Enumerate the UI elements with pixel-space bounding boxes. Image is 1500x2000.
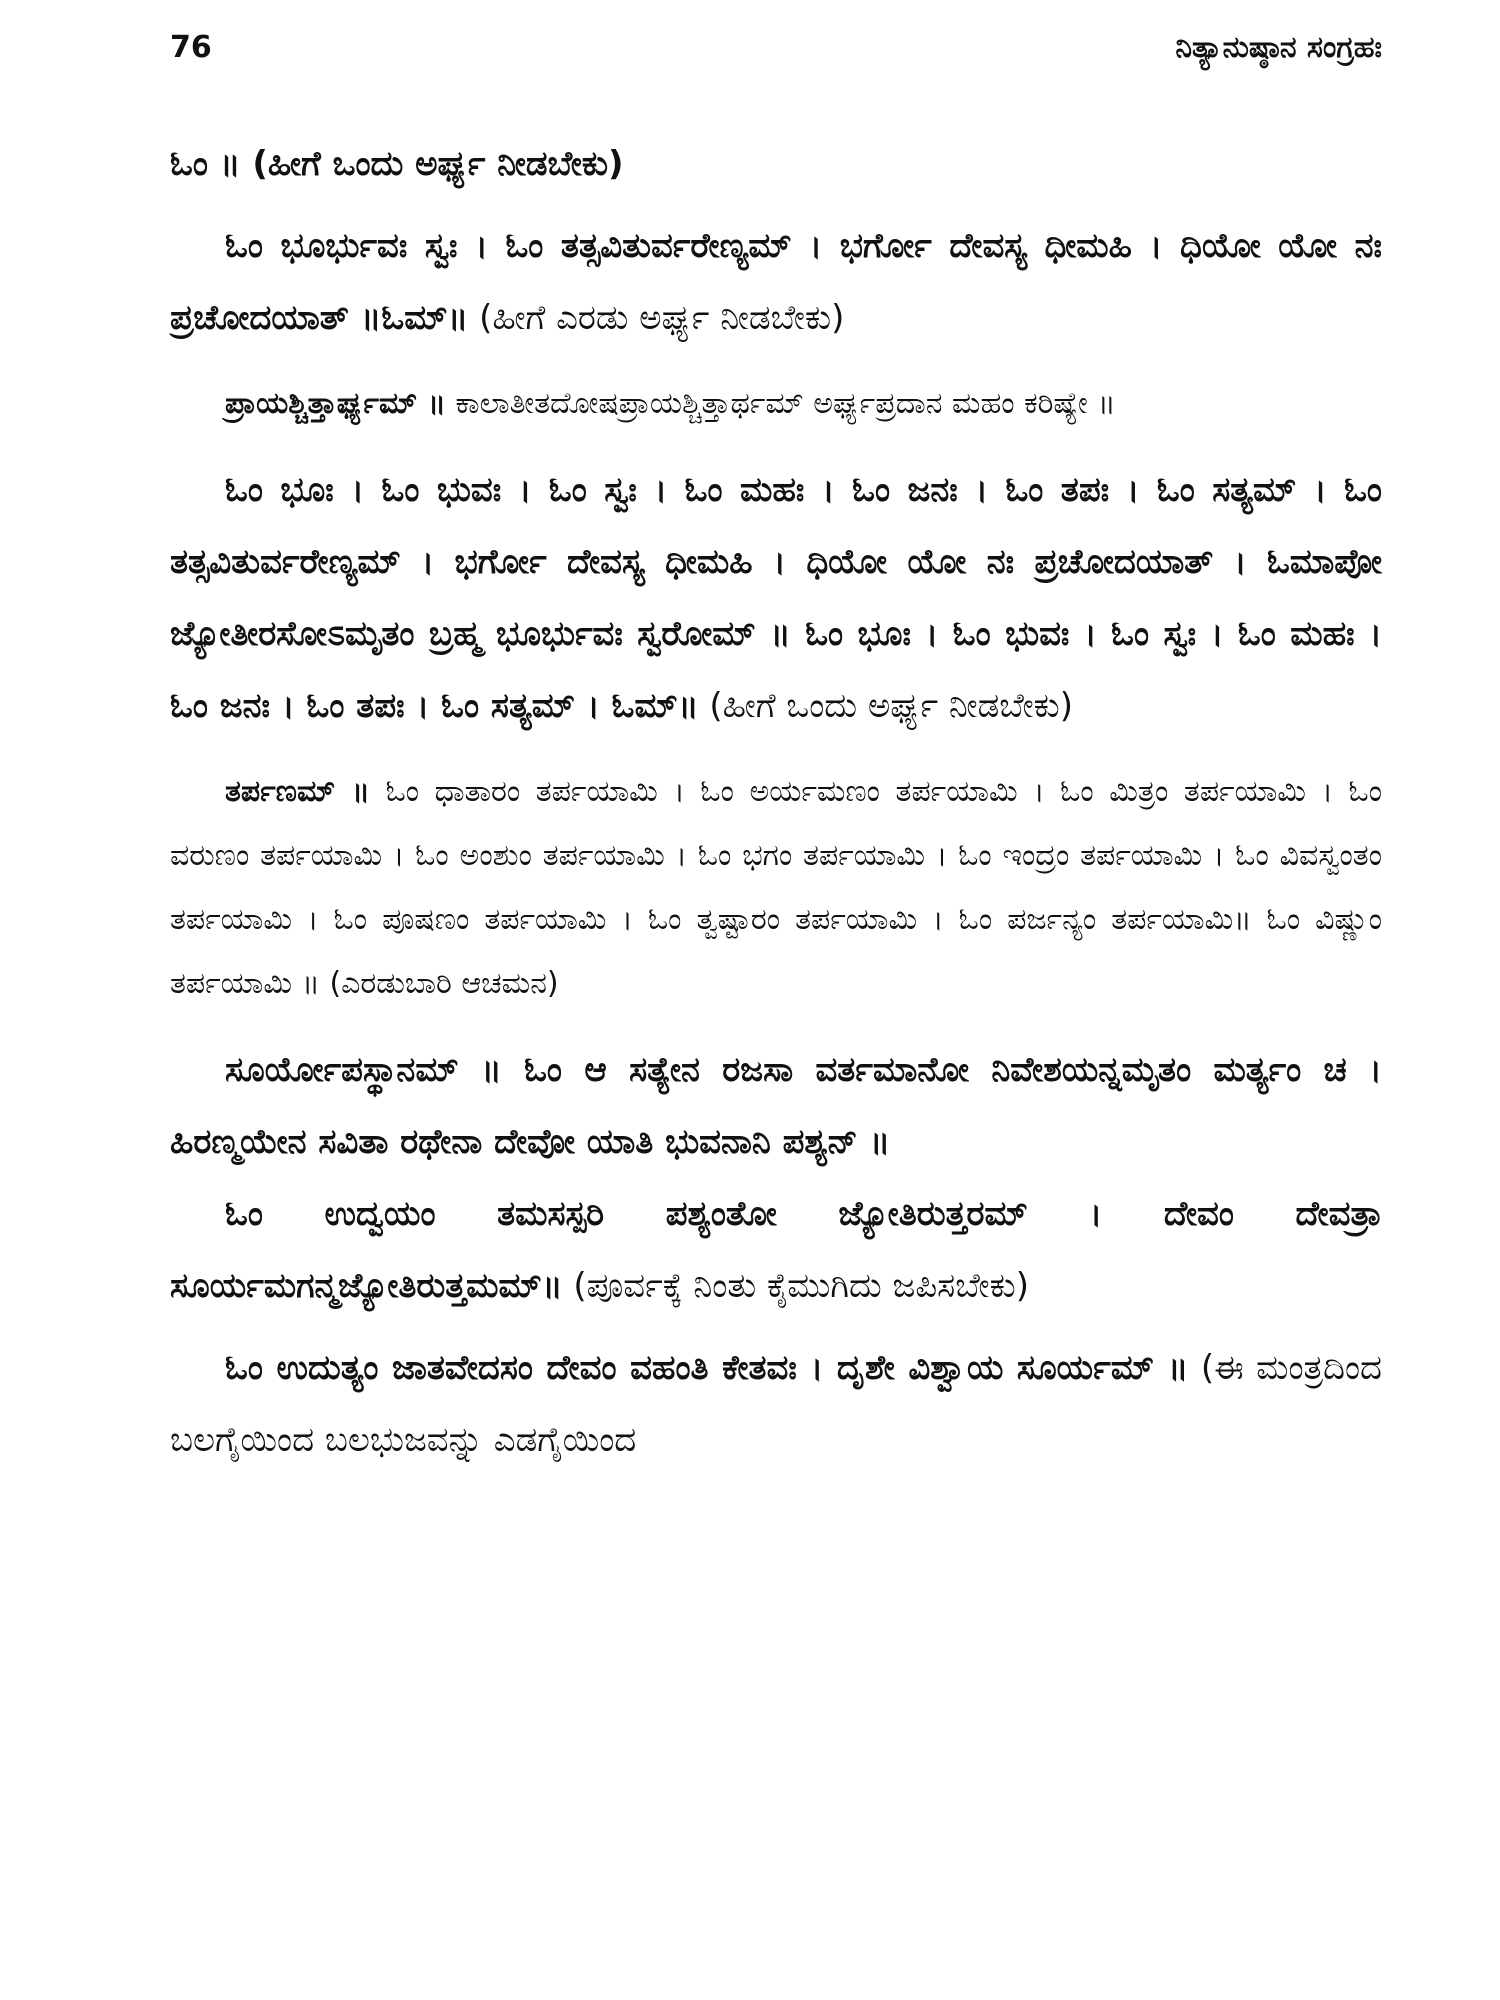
paragraph-2 (170, 210, 1382, 354)
instruction-note: (ಪೂರ್ವಕ್ಕೆ ನಿಂತು ಕೈಮುಗಿದು ಜಪಿಸಬೇಕು) (562, 1266, 1029, 1306)
paragraph-6 (170, 1034, 1382, 1178)
instruction-note: (ಹೀಗೆ ಒಂದು ಅರ್ಘ್ಯ ನೀಡಬೇಕು) (698, 686, 1074, 726)
paragraph-5 (170, 760, 1382, 1016)
mantra-text: ಓಂ ಉದ್ವಯಂ ತಮಸಸ್ಪರಿ ಪಶ್ಯಂತೋ ಜ್ಯೋತಿರುತ್ತರಮ್ । ದೇವಂ ದೇವತ್ರಾ ಸೂರ್ಯಮಗನ್ಮಜ್ಯೋತಿರುತ್ತಮಮ್॥ (170, 1194, 1382, 1306)
running-title: ನಿತ್ಯಾನುಷ್ಠಾನ ಸಂಗ್ರಹಃ (1175, 30, 1382, 65)
section-heading: ಪ್ರಾಯಶ್ಚಿತ್ತಾರ್ಘ್ಯಮ್ ॥ (225, 386, 446, 421)
page-number: 76 (170, 30, 212, 65)
section-heading: ತರ್ಪಣಮ್ ॥ (225, 774, 370, 809)
instruction-note: (ಈ ಮಂತ್ರದಿಂದ ಬಲಗೈಯಿಂದ ಬಲಭುಜವನ್ನು ಎಡಗೈಯಿಂದ (170, 1348, 1382, 1460)
page-body (170, 128, 1382, 1476)
section-text: ಕಾಲಾತೀತದೋಷಪ್ರಾಯಶ್ಚಿತ್ತಾರ್ಥಮ್ ಅರ್ಘ್ಯಪ್ರದಾನ ಮಹಂ ಕರಿಷ್ಯೇ ॥ (445, 386, 1116, 421)
section-heading: ಸೂರ್ಯೋಪಸ್ಥಾನಮ್ ॥ (225, 1050, 502, 1090)
paragraph-1: ಓಂ ॥ (ಹೀಗೆ ಒಂದು ಅರ್ಘ್ಯ ನೀಡಬೇಕು) (170, 144, 624, 184)
page-header (170, 30, 1382, 80)
mantra-text: ಓಂ ಭೂರ್ಭುವಃ ಸ್ವಃ । ಓಂ ತತ್ಸವಿತುರ್ವರೇಣ್ಯಮ್ । ಭರ್ಗೋ ದೇವಸ್ಯ ಧೀಮಹಿ । ಧಿಯೋ ಯೋ ನಃ ಪ್ರಚೋದಯಾತ್ ॥ಓಮ್॥ (170, 226, 1382, 338)
paragraph-7 (170, 1178, 1382, 1322)
paragraph-3 (170, 372, 1382, 436)
paragraph-8 (170, 1332, 1382, 1476)
instruction-note: (ಹೀಗೆ ಎರಡು ಅರ್ಘ್ಯ ನೀಡಬೇಕು) (468, 298, 845, 338)
paragraph-4 (170, 454, 1382, 742)
section-text: ಓಂ ಧಾತಾರಂ ತರ್ಪಯಾಮಿ । ಓಂ ಅರ್ಯಮಣಂ ತರ್ಪಯಾಮಿ । ಓಂ ಮಿತ್ರಂ ತರ್ಪಯಾಮಿ । ಓಂ ವರುಣಂ ತರ್ಪಯಾಮಿ । ಓಂ ಅಂಶುಂ ತರ್ಪಯಾಮಿ । ಓಂ ಭಗಂ ತರ್ಪಯಾಮಿ । ಓಂ ಇಂದ್ರಂ ತರ್ಪಯಾಮಿ । ಓಂ ವಿವಸ್ವಂತಂ ತರ್ಪಯಾಮಿ । ಓಂ ಪೂಷಣಂ ತರ್ಪಯಾಮಿ । ಓಂ ತ್ವಷ್ಟಾರಂ ತರ್ಪಯಾಮಿ । ಓಂ ಪರ್ಜನ್ಯಂ ತರ್ಪಯಾಮಿ॥ ಓಂ ವಿಷ್ಣುಂ ತರ್ಪಯಾಮಿ ॥ (ಎರಡುಬಾರಿ ಆಚಮನ) (170, 774, 1382, 1001)
mantra-text: ಓಂ ಉದುತ್ಯಂ ಜಾತವೇದಸಂ ದೇವಂ ವಹಂತಿ ಕೇತವಃ । ದೃಶೇ ವಿಶ್ವಾಯ ಸೂರ್ಯಮ್ ॥ (225, 1348, 1189, 1388)
mantra-text: ಓಂ ಆ ಸತ್ಯೇನ ರಜಸಾ ವರ್ತಮಾನೋ ನಿವೇಶಯನ್ನಮೃತಂ ಮರ್ತ್ಯಂ ಚ । ಹಿರಣ್ಮಯೇನ ಸವಿತಾ ರಥೇನಾ ದೇವೋ ಯಾತಿ ಭುವನಾನಿ ಪಶ್ಯನ್ ॥ (170, 1050, 1382, 1162)
mantra-text: ಓಂ ಭೂಃ । ಓಂ ಭುವಃ । ಓಂ ಸ್ವಃ । ಓಂ ಮಹಃ । ಓಂ ಜನಃ । ಓಂ ತಪಃ । ಓಂ ಸತ್ಯಮ್ । ಓಂ ತತ್ಸವಿತುರ್ವರೇಣ್ಯಮ್ । ಭರ್ಗೋ ದೇವಸ್ಯ ಧೀಮಹಿ । ಧಿಯೋ ಯೋ ನಃ ಪ್ರಚೋದಯಾತ್ । ಓಮಾಪೋ ಜ್ಯೋತೀರಸೋಽಮೃತಂ ಬ್ರಹ್ಮ ಭೂರ್ಭುವಃ ಸ್ವರೋಮ್ ॥ ಓಂ ಭೂಃ । ಓಂ ಭುವಃ । ಓಂ ಸ್ವಃ । ಓಂ ಮಹಃ । ಓಂ ಜನಃ । ಓಂ ತಪಃ । ಓಂ ಸತ್ಯಮ್ । ಓಮ್॥ (170, 470, 1382, 726)
